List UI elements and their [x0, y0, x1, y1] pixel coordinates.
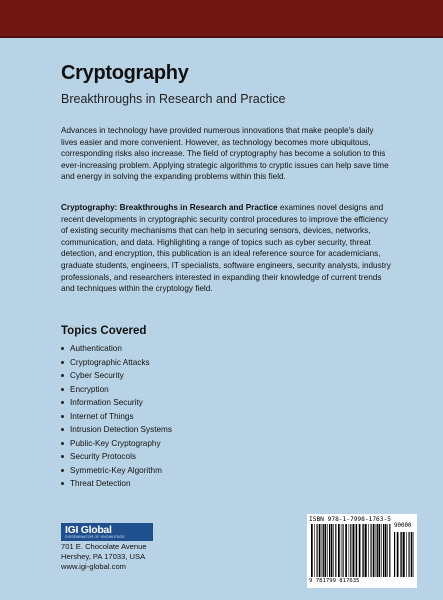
book-subtitle: Breakthroughs in Research and Practice [61, 92, 286, 106]
barcode-bars-icon [311, 524, 391, 577]
addon-barcode-icon [394, 532, 414, 577]
topic-item: Symmetric-Key Algorithm [61, 464, 172, 478]
description-paragraph-1: Advances in technology have provided numerous innovations that make people's daily lives easier and more convenient. However, as technology becomes more ubiquitous, corresponding risks also increase. The field of cryptography has become a solution to this ever-increasing problem. Applying strategic algorithms to cryptic issues can help save time and energy in solving the expanding problems within this field. [61, 126, 389, 182]
topic-item: Threat Detection [61, 477, 172, 491]
topic-item: Security Protocols [61, 450, 172, 464]
logo-name: IGI Global [65, 524, 112, 536]
topic-item: Internet of Things [61, 410, 172, 424]
topic-item: Authentication [61, 342, 172, 356]
topic-item: Cyber Security [61, 369, 172, 383]
topic-item: Cryptographic Attacks [61, 356, 172, 370]
barcode-digits: 9 781799 817635 [309, 578, 360, 584]
price-code: 90000 [394, 523, 412, 529]
logo-tagline: DISSEMINATOR OF KNOWLEDGE [65, 535, 125, 539]
topic-item: Information Security [61, 396, 172, 410]
topic-item: Intrusion Detection Systems [61, 423, 172, 437]
book-title: Cryptography [61, 62, 189, 84]
topics-list [61, 342, 172, 491]
paragraph-2-bold-title: Cryptography: Breakthroughs in Research and Practice [61, 203, 278, 212]
topic-item: Encryption [61, 383, 172, 397]
publisher-address [61, 542, 147, 572]
top-band [0, 0, 443, 38]
isbn-barcode [307, 514, 417, 588]
topic-item: Public-Key Cryptography [61, 437, 172, 451]
description-paragraph-2 [61, 202, 391, 295]
isbn-text: ISBN 978-1-7998-1763-5 [309, 516, 391, 523]
publisher-website: www.igi-global.com [61, 562, 126, 571]
publisher-logo [61, 523, 153, 541]
topics-heading: Topics Covered [61, 325, 147, 337]
paragraph-2-text: examines novel designs and recent developments in cryptographic security control procedures to improve the efficiency of existing security mechanisms that can help in securing sensors, devices, networks, communication, and data. Highlighting a range of topics such as cyber security, threat detection, and encryption, this publication is an ideal reference source for academicians, graduate students, engineers, IT specialists, software engineers, security analysts, industry professionals, and researchers interested in expanding their knowledge of current trends and techniques within the cryptology field. [61, 203, 391, 294]
address-line-2: Hershey, PA 17033, USA [61, 552, 146, 561]
address-line-1: 701 E. Chocolate Avenue [61, 542, 147, 551]
